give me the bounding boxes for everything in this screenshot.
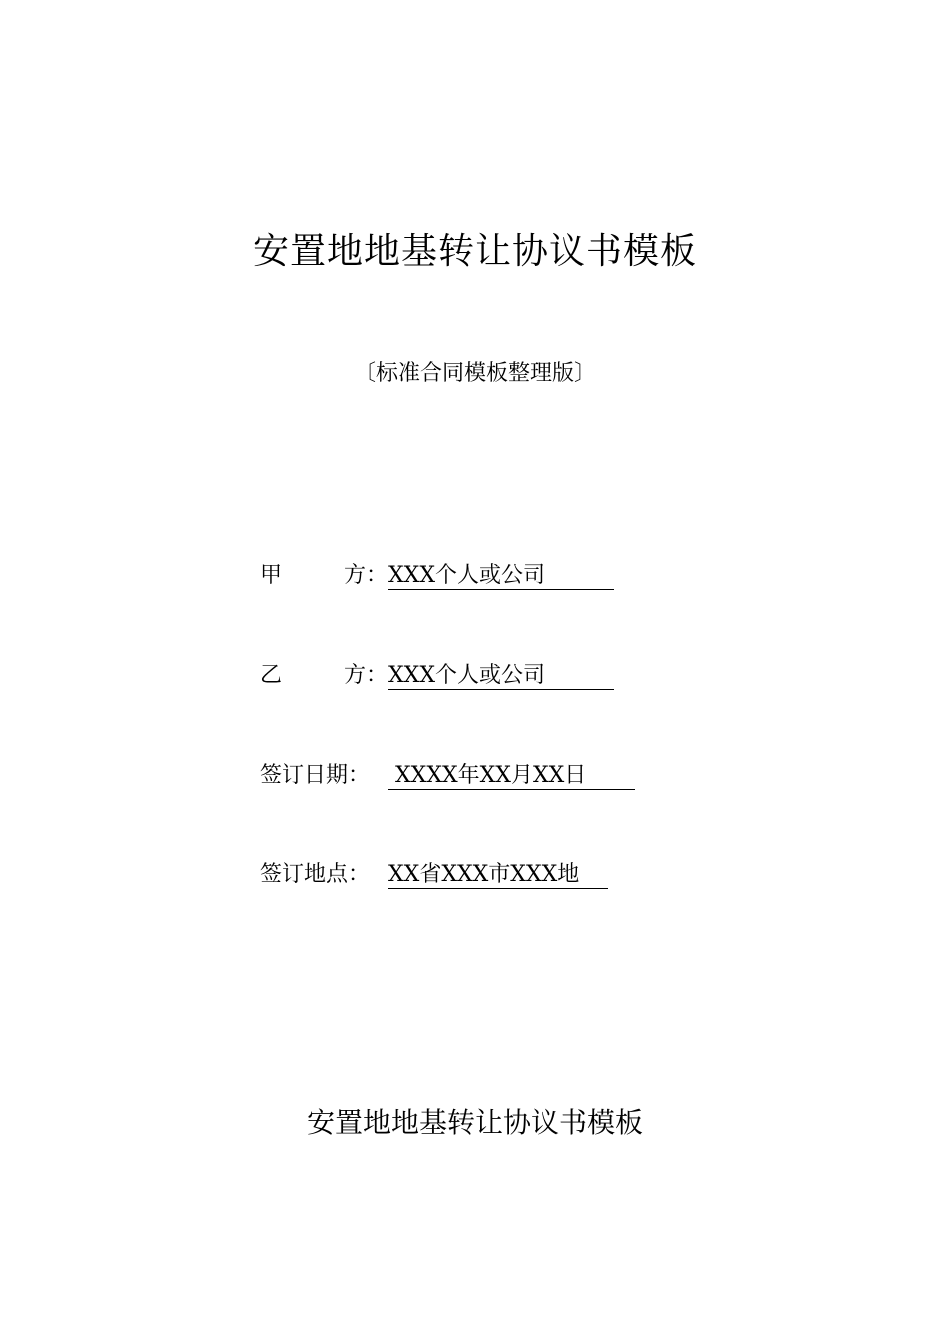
body-title: 安置地地基转让协议书模板: [306, 1106, 643, 1139]
document-subtitle: 〔标准合同模板整理版〕: [353, 361, 596, 386]
party-a-label-left: 甲: [260, 563, 283, 588]
sign-date-field: [260, 761, 635, 791]
party-a-field: [260, 561, 614, 591]
sign-place-label: 签订地点：: [260, 862, 371, 887]
party-b-label: [260, 661, 388, 691]
party-a-label: [260, 561, 388, 591]
party-b-label-right: 方：: [343, 663, 388, 688]
party-a-label-right: 方：: [343, 563, 388, 588]
party-b-value: XXX个人或公司: [388, 663, 614, 690]
sign-date-label: 签订日期：: [260, 763, 371, 788]
sign-date-value: XXXX年XX月XX日: [388, 763, 635, 790]
sign-place-value: XX省XXX市XXX地: [388, 862, 608, 889]
party-a-value: XXX个人或公司: [388, 563, 614, 590]
document-title: 安置地地基转让协议书模板: [252, 231, 697, 272]
party-b-label-left: 乙: [260, 663, 283, 688]
sign-place-field: [260, 860, 608, 890]
party-b-field: [260, 661, 614, 691]
